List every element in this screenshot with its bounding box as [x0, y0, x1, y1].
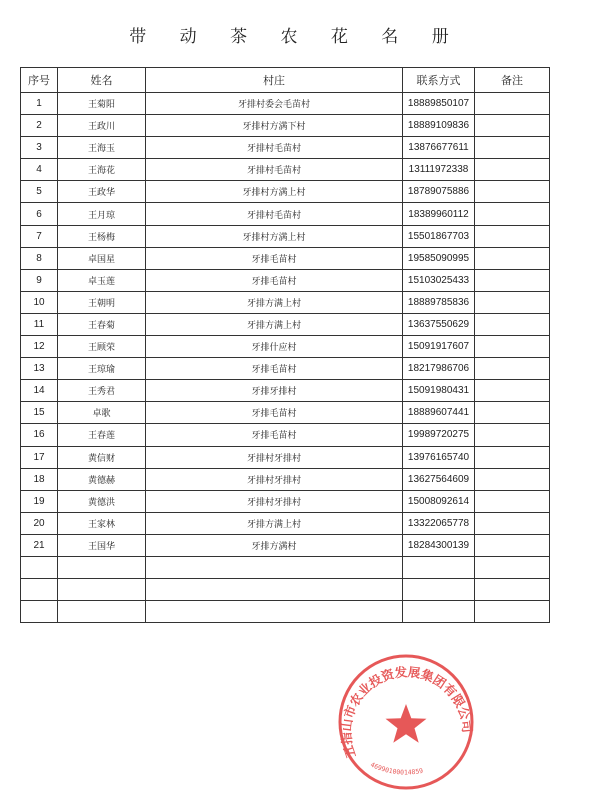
table-row — [21, 93, 550, 115]
cell-village: 牙排村毛苗村 — [146, 203, 403, 225]
table-row — [21, 579, 550, 601]
cell-no — [21, 556, 58, 578]
cell-name — [58, 601, 146, 623]
cell-village: 牙排毛苗村 — [146, 424, 403, 446]
cell-name: 王政川 — [58, 115, 146, 137]
cell-phone: 18217986706 — [403, 358, 475, 380]
header-no: 序号 — [21, 68, 58, 93]
table-row — [21, 424, 550, 446]
header-name: 姓名 — [58, 68, 146, 93]
table-row — [21, 534, 550, 556]
cell-name: 王政华 — [58, 181, 146, 203]
cell-village — [146, 601, 403, 623]
cell-village: 牙排毛苗村 — [146, 269, 403, 291]
cell-village: 牙排方满村 — [146, 534, 403, 556]
cell-name: 王杨梅 — [58, 225, 146, 247]
table-header-row — [21, 68, 550, 93]
cell-no: 13 — [21, 358, 58, 380]
cell-name: 王月琼 — [58, 203, 146, 225]
cell-note — [475, 402, 550, 424]
cell-village: 牙排村牙排村 — [146, 490, 403, 512]
cell-village — [146, 556, 403, 578]
cell-name: 王顾荣 — [58, 336, 146, 358]
cell-note — [475, 446, 550, 468]
cell-no: 16 — [21, 424, 58, 446]
cell-village — [146, 579, 403, 601]
table-row — [21, 468, 550, 490]
cell-village: 牙排村毛苗村 — [146, 159, 403, 181]
cell-phone — [403, 556, 475, 578]
cell-name: 王海花 — [58, 159, 146, 181]
table-row — [21, 490, 550, 512]
table-row — [21, 247, 550, 269]
cell-no: 8 — [21, 247, 58, 269]
cell-note — [475, 247, 550, 269]
cell-name: 王家林 — [58, 512, 146, 534]
table-row — [21, 159, 550, 181]
cell-no: 19 — [21, 490, 58, 512]
seal-number: 46990100014859 — [369, 760, 424, 777]
table-row — [21, 336, 550, 358]
cell-note — [475, 225, 550, 247]
cell-phone: 15091980431 — [403, 380, 475, 402]
cell-note — [475, 490, 550, 512]
table-row — [21, 556, 550, 578]
cell-note — [475, 358, 550, 380]
cell-phone: 15501867703 — [403, 225, 475, 247]
cell-no: 21 — [21, 534, 58, 556]
cell-note — [475, 556, 550, 578]
cell-phone: 15103025433 — [403, 269, 475, 291]
cell-name: 王春菊 — [58, 313, 146, 335]
cell-note — [475, 291, 550, 313]
cell-no: 17 — [21, 446, 58, 468]
cell-village: 牙排方满上村 — [146, 313, 403, 335]
cell-no: 6 — [21, 203, 58, 225]
cell-no: 7 — [21, 225, 58, 247]
cell-no: 2 — [21, 115, 58, 137]
cell-name: 王秀君 — [58, 380, 146, 402]
cell-phone: 18889850107 — [403, 93, 475, 115]
cell-phone: 15091917607 — [403, 336, 475, 358]
cell-phone: 18889785836 — [403, 291, 475, 313]
table-row — [21, 512, 550, 534]
table-row — [21, 291, 550, 313]
cell-phone: 13627564609 — [403, 468, 475, 490]
cell-no: 11 — [21, 313, 58, 335]
cell-no: 20 — [21, 512, 58, 534]
cell-note — [475, 159, 550, 181]
cell-phone — [403, 601, 475, 623]
cell-no: 18 — [21, 468, 58, 490]
cell-village: 牙排村毛苗村 — [146, 137, 403, 159]
header-note: 备注 — [475, 68, 550, 93]
cell-village: 牙排村委会毛苗村 — [146, 93, 403, 115]
cell-name: 王琼瑜 — [58, 358, 146, 380]
cell-note — [475, 115, 550, 137]
star-icon — [386, 704, 427, 743]
cell-phone: 18789075886 — [403, 181, 475, 203]
cell-village: 牙排牙排村 — [146, 380, 403, 402]
seal-graphic — [330, 652, 482, 792]
cell-phone: 19585090995 — [403, 247, 475, 269]
cell-name: 黄信财 — [58, 446, 146, 468]
cell-no: 14 — [21, 380, 58, 402]
table-row — [21, 601, 550, 623]
cell-name — [58, 556, 146, 578]
cell-village: 牙排村方满下村 — [146, 115, 403, 137]
cell-note — [475, 336, 550, 358]
cell-phone: 13976165740 — [403, 446, 475, 468]
cell-note — [475, 93, 550, 115]
cell-no: 4 — [21, 159, 58, 181]
cell-village: 牙排村方满上村 — [146, 225, 403, 247]
cell-village: 牙排村方满上村 — [146, 181, 403, 203]
table-row — [21, 446, 550, 468]
cell-phone: 18284300139 — [403, 534, 475, 556]
cell-no: 5 — [21, 181, 58, 203]
table-row — [21, 358, 550, 380]
cell-name: 卓国星 — [58, 247, 146, 269]
table-row — [21, 203, 550, 225]
table-row — [21, 115, 550, 137]
cell-phone: 18889109836 — [403, 115, 475, 137]
cell-no — [21, 601, 58, 623]
cell-name: 王国华 — [58, 534, 146, 556]
cell-note — [475, 468, 550, 490]
cell-phone: 13876677611 — [403, 137, 475, 159]
table-row — [21, 137, 550, 159]
cell-note — [475, 424, 550, 446]
cell-no: 3 — [21, 137, 58, 159]
cell-note — [475, 181, 550, 203]
cell-no — [21, 579, 58, 601]
table-body — [21, 93, 550, 623]
cell-no: 12 — [21, 336, 58, 358]
cell-note — [475, 203, 550, 225]
cell-name: 王海玉 — [58, 137, 146, 159]
cell-name: 卓歌 — [58, 402, 146, 424]
header-village: 村庄 — [146, 68, 403, 93]
cell-no: 15 — [21, 402, 58, 424]
cell-name: 黄德赫 — [58, 468, 146, 490]
cell-name: 卓玉莲 — [58, 269, 146, 291]
cell-village: 牙排毛苗村 — [146, 358, 403, 380]
document-title: 带 动 茶 农 花 名 册 — [129, 27, 463, 47]
cell-name: 黄德洪 — [58, 490, 146, 512]
farmer-roster-table — [20, 67, 550, 623]
cell-phone: 18389960112 — [403, 203, 475, 225]
cell-phone: 19989720275 — [403, 424, 475, 446]
cell-no: 9 — [21, 269, 58, 291]
cell-village: 牙排毛苗村 — [146, 402, 403, 424]
cell-phone: 18889607441 — [403, 402, 475, 424]
cell-note — [475, 137, 550, 159]
cell-note — [475, 313, 550, 335]
cell-village: 牙排方满上村 — [146, 512, 403, 534]
cell-note — [475, 380, 550, 402]
table-row — [21, 402, 550, 424]
cell-village: 牙排毛苗村 — [146, 247, 403, 269]
seal-company-text: 五指山市农业投资发展集团有限公司 — [338, 664, 476, 761]
cell-name — [58, 579, 146, 601]
cell-phone: 13637550629 — [403, 313, 475, 335]
cell-note — [475, 269, 550, 291]
cell-note — [475, 601, 550, 623]
cell-phone: 13111972338 — [403, 159, 475, 181]
cell-phone — [403, 579, 475, 601]
cell-note — [475, 512, 550, 534]
cell-note — [475, 579, 550, 601]
cell-village: 牙排什应村 — [146, 336, 403, 358]
table-row — [21, 269, 550, 291]
cell-village: 牙排方满上村 — [146, 291, 403, 313]
cell-village: 牙排村牙排村 — [146, 468, 403, 490]
cell-name: 王菊阳 — [58, 93, 146, 115]
table-row — [21, 380, 550, 402]
cell-note — [475, 534, 550, 556]
table-row — [21, 181, 550, 203]
cell-no: 10 — [21, 291, 58, 313]
cell-name: 王朝明 — [58, 291, 146, 313]
company-seal — [330, 652, 482, 792]
table-row — [21, 225, 550, 247]
cell-phone: 13322065778 — [403, 512, 475, 534]
cell-village: 牙排村牙排村 — [146, 446, 403, 468]
cell-no: 1 — [21, 93, 58, 115]
cell-phone: 15008092614 — [403, 490, 475, 512]
header-phone: 联系方式 — [403, 68, 475, 93]
table-row — [21, 313, 550, 335]
cell-name: 王春莲 — [58, 424, 146, 446]
